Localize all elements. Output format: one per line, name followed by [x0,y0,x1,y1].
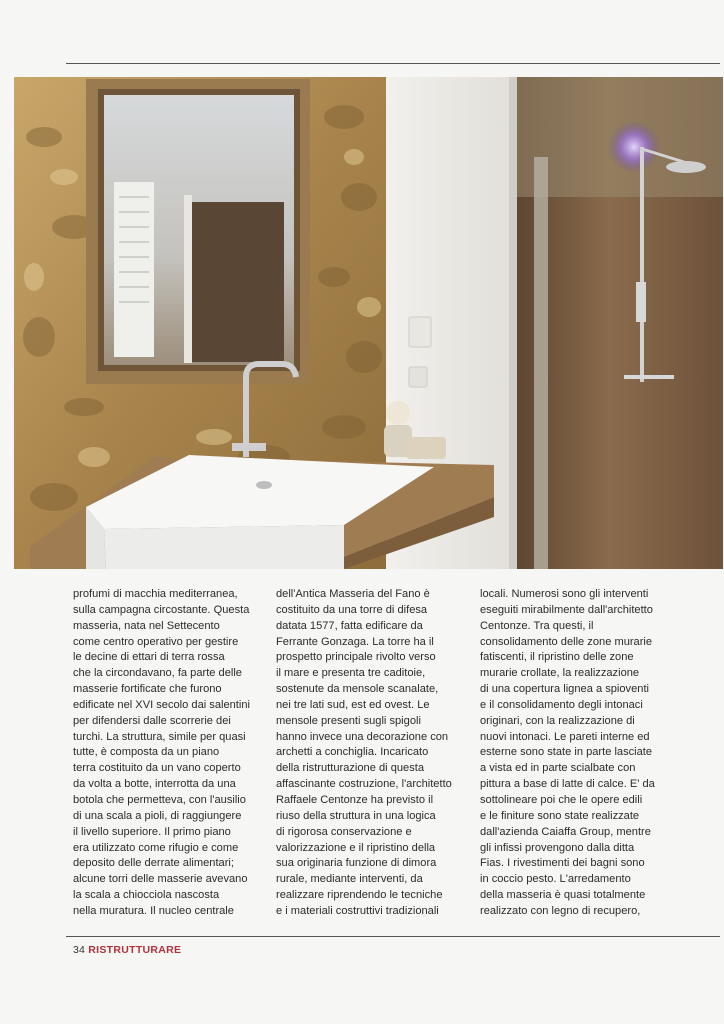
text-line: costituito da una torre di difesa [276,603,428,616]
text-line: di una copertura lignea a spioventi [480,683,649,696]
text-line: masseria, nata nel Settecento [73,619,220,632]
text-line: per difendersi dalle scorrerie dei [73,714,231,727]
text-line: Ferrante Gonzaga. La torre ha il [276,635,434,648]
text-line: realizzare riprendendo le tecniche [276,889,443,902]
text-column-2 [276,587,480,920]
magazine-name: RISTRUTTURARE [88,944,182,956]
page-number: 34 [73,944,86,956]
text-line: a vista ed in parte scialbate con [480,762,636,775]
text-line: profumi di macchia mediterranea, [73,588,238,600]
text-line: della masseria è quasi totalmente [480,889,646,902]
text-line: deposito delle derrate alimentari; [73,857,234,870]
text-column-1 [73,587,277,920]
text-line: della ristrutturazione di questa [276,762,424,775]
text-line: nella muratura. Il nucleo centrale [73,904,234,917]
bottom-rule [66,936,720,937]
bathroom-photo [14,77,723,569]
text-line: originari, con la realizzazione di [480,714,635,727]
text-line: valorizzazione e il ripristino della [276,841,436,854]
text-line: alcune torri delle masserie avevano [73,873,248,886]
text-line: mensole presenti sugli spigoli [276,714,421,727]
text-line: locali. Numerosi sono gli interventi [480,588,649,600]
text-line: tutte, è composta da un piano [73,746,220,759]
text-line: nuovi intonaci. Le pareti interne ed [480,730,650,743]
text-line: Fias. I rivestimenti dei bagni sono [480,857,645,870]
top-rule [66,63,720,64]
text-line: sulla campagna circostante. Questa [73,603,250,616]
text-line: dell'Antica Masseria del Fano è [276,588,430,600]
text-line: terra costituito da un vano coperto [73,762,241,775]
text-line: che la circondavano, fa parte delle [73,667,242,680]
text-line: come centro operativo per gestire [73,635,239,648]
text-line: prospetto principale rivolto verso [276,651,436,664]
text-line: nei tre lati sud, est ed ovest. Le [276,698,430,711]
text-line: esterne sono state in parte lasciate [480,746,653,759]
text-line: in coccio pesto. L'arredamento [480,873,631,886]
text-line: Raffaele Centonze ha previsto il [276,793,434,806]
text-line: sottolineare poi che le opere edili [480,793,643,806]
text-line: hanno invece una decorazione con [276,730,449,743]
text-line: archetti a conchiglia. Incaricato [276,746,429,759]
text-line: da volta a botte, interrotta da una [73,778,236,791]
text-line: riuso della struttura in una logica [276,809,436,822]
text-line: e il consolidamento degli intonaci [480,698,643,711]
text-line: Centonze. Tra questi, il [480,619,594,632]
text-line: sostenute da mensole scanalate, [276,683,439,696]
text-line: sua originaria funzione di dimora [276,857,437,870]
text-line: murarie crollate, la realizzazione [480,667,640,680]
text-line: era utilizzato come rifugio e come [73,841,239,854]
text-line: di rigorosa conservazione e [276,825,412,838]
text-line: pittura a base di latte di calce. E' da [480,778,655,791]
text-line: datata 1577, fatta edificare da [276,619,423,632]
text-line: il livello superiore. Il primo piano [73,825,231,838]
text-line: realizzato con legno di recupero, [480,904,641,917]
text-line: botola che permetteva, con l'ausilio [73,793,246,806]
text-line: la scala a chiocciola nascosta [73,889,220,902]
text-column-3 [480,587,684,920]
page-footer [73,944,181,956]
text-line: edificate nel XVI secolo dai salentini [73,698,250,711]
text-line: fatiscenti, il ripristino delle zone [480,651,634,664]
text-line: il mare e presenta tre caditoie, [276,667,426,680]
text-line: rurale, mediante interventi, da [276,873,423,886]
text-line: masserie fortificate che furono [73,683,222,696]
text-line: di una scala a pioli, di raggiungere [73,809,242,822]
text-line: e i materiali costruttivi tradizionali [276,904,439,917]
text-line: gli infissi provengono dalla ditta [480,841,635,854]
text-line: consolidamento delle zone murarie [480,635,653,648]
text-line: eseguiti mirabilmente dall'architetto [480,603,653,616]
text-line: turchi. La struttura, simile per quasi [73,730,246,743]
text-line: le decine di ettari di terra rossa [73,651,225,664]
text-line: affascinante costruzione, l'architetto [276,778,452,791]
text-line: e le finiture sono state realizzate [480,809,640,822]
text-line: dall'azienda Caiaffa Group, mentre [480,825,651,838]
